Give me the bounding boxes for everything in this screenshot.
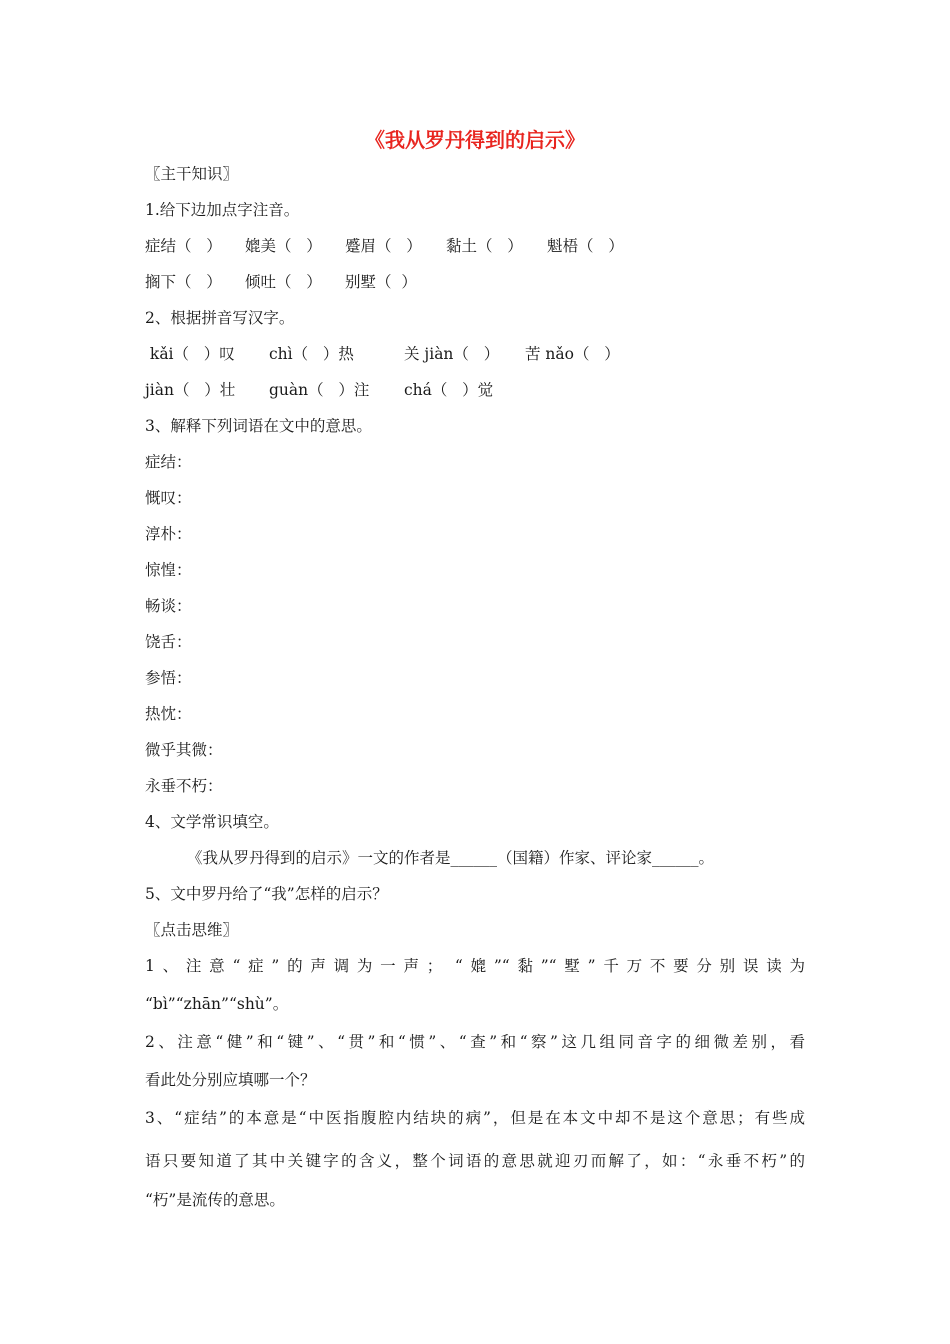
pinyin-item: 魁梧（ ） [547,237,624,255]
tip-3-line-1: 3、“症结”的本意是“中医指腹腔内结块的病”，但是在本文中却不是这个意思；有些成 [145,1109,805,1127]
question-5-heading: 5、文中罗丹给了“我”怎样的启示？ [145,885,388,903]
term-item: 淳朴： [145,525,192,543]
tip-1-line-2: “bì”“zhān”“shù”。 [145,995,289,1013]
tip-2-line-2: 看此处分别应填哪一个？ [145,1071,316,1089]
question-3-heading: 3、解释下列词语在文中的意思。 [145,417,372,435]
tip-3-line-2: 语只要知道了其中关键字的含义，整个词语的意思就迎刃而解了，如：“永垂不朽”的 [145,1152,805,1170]
term-item: 慨叹： [145,489,192,507]
pinyin-item: 搁下（ ） [145,273,222,291]
term-item: 永垂不朽： [145,777,223,795]
pinyin-item: 别墅（ ） [345,273,417,291]
term-item: 惊惶： [145,561,192,579]
term-item: 畅谈： [145,597,192,615]
term-item: 微乎其微： [145,741,223,759]
hanzi-item: jiàn（ ）壮 [145,381,236,399]
question-4-heading: 4、文学常识填空。 [145,813,279,831]
question-2-heading: 2、根据拼音写汉字。 [145,309,295,327]
hanzi-item: 关 jiàn（ ） [404,345,500,363]
hanzi-item: chá（ ）觉 [404,381,494,399]
pinyin-item: 症结（ ） [145,237,222,255]
hanzi-item: 苦 nǎo（ ） [525,345,620,363]
document-title: 《我从罗丹得到的启示》 [365,128,585,152]
tip-1-line-1: 1、注意“症”的声调为一声； “媲”“黏”“墅”千万不要分别误读为 [145,957,805,975]
pinyin-item: 黏土（ ） [446,237,523,255]
section-heading-thinking-tips: 〖点击思维〗 [145,921,239,939]
hanzi-item: chì（ ）热 [269,345,354,363]
pinyin-item: 蹙眉（ ） [345,237,422,255]
tip-2-line-1: 2、注意“健”和“键”、“贯”和“惯”、“查”和“察”这几组同音字的细微差别，看 [145,1033,805,1051]
term-item: 饶舌： [145,633,192,651]
hanzi-item: kǎi（ ）叹 [145,345,235,363]
question-4-fill-blank: 《我从罗丹得到的启示》一文的作者是______（国籍）作家、评论家______。 [187,849,715,867]
section-heading-main-knowledge: 〖主干知识〗 [145,165,239,183]
question-1-heading: 1.给下边加点字注音。 [145,201,300,219]
tip-3-line-3: “朽”是流传的意思。 [145,1191,285,1209]
pinyin-item: 媲美（ ） [245,237,322,255]
term-item: 参悟： [145,669,192,687]
hanzi-item: guàn（ ）注 [269,381,370,399]
pinyin-item: 倾吐（ ） [245,273,322,291]
term-item: 热忱： [145,705,192,723]
term-item: 症结： [145,453,192,471]
